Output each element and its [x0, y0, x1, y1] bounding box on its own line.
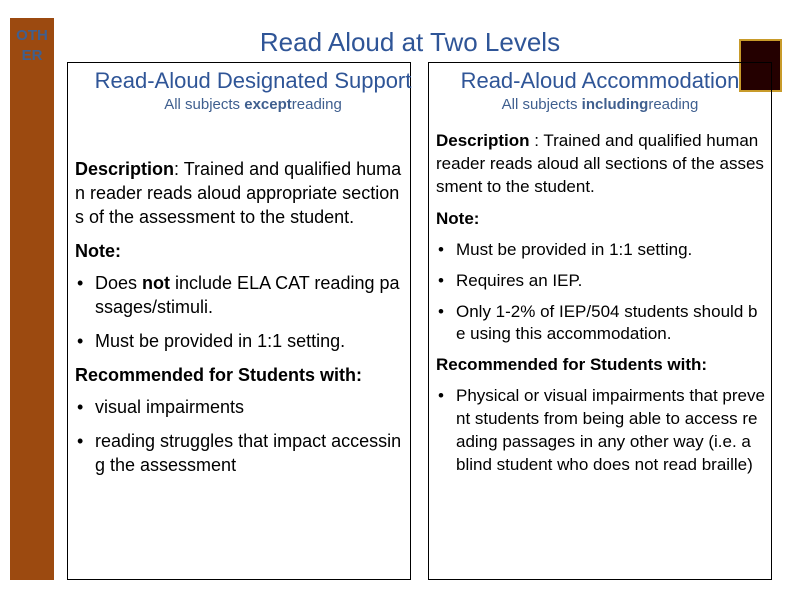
list-item: • reading struggles that impact accessing the assessment: [75, 429, 404, 477]
designated-support-title: Read-Aloud Designated Support: [94, 68, 412, 93]
note-text-suffix: include ELA CAT reading passages/stimuli.: [95, 273, 400, 317]
list-item: • Only 1-2% of IEP/504 students should be using this accommodation.: [436, 301, 765, 345]
accommodation-header: [429, 67, 771, 115]
list-item: • Must be provided in 1:1 setting.: [436, 238, 765, 261]
designated-support-header: [72, 67, 434, 115]
list-item: [75, 271, 404, 319]
description-label: Description: [75, 159, 175, 179]
subtitle-emphasis: except: [244, 96, 292, 113]
note-list: [75, 271, 404, 353]
designated-support-body: [75, 157, 404, 487]
recommended-heading: Recommended for Students with:: [436, 355, 708, 374]
note-heading: Note:: [436, 209, 480, 228]
list-item: • Physical or visual impairments that prevent students from being able to access reading passages in any other way (i.e. a blind student who does not read braille): [436, 384, 765, 476]
list-item: • Requires an IEP.: [436, 270, 765, 292]
description-paragraph: [436, 129, 765, 198]
description-paragraph: [75, 157, 404, 229]
accommodation-panel: [428, 62, 772, 580]
subtitle-suffix: reading: [291, 96, 342, 113]
note-heading: Note:: [75, 241, 121, 261]
designated-support-subtitle: [72, 95, 434, 115]
note-list: [436, 238, 765, 345]
description-text: : Trained and qualified human reader reads aloud appropriate sections of the assessment to the student.: [75, 159, 402, 227]
note-emphasis: not: [142, 273, 171, 293]
page-title: Read Aloud at Two Levels: [259, 27, 561, 57]
note-text-prefix: Does: [95, 273, 143, 293]
list-item: • Must be provided in 1:1 setting.: [75, 329, 404, 353]
sidebar-label: OTHER: [16, 27, 48, 64]
recommended-list: [436, 384, 765, 476]
description-text: : Trained and qualified human reader reads aloud all sections of the assessment to the student.: [436, 131, 764, 196]
recommended-list: [75, 395, 404, 477]
list-item: • visual impairments: [75, 395, 404, 419]
subtitle-prefix: All subjects: [164, 96, 245, 113]
designated-support-panel: [67, 62, 411, 580]
accommodation-body: [436, 129, 765, 485]
sidebar-bar: [10, 18, 54, 580]
recommended-heading: Recommended for Students with:: [75, 365, 363, 385]
subtitle-suffix: reading: [648, 96, 699, 113]
accommodation-subtitle: [429, 95, 771, 115]
subtitle-emphasis: including: [581, 96, 649, 113]
description-label: Description: [436, 131, 530, 150]
subtitle-prefix: All subjects: [501, 96, 582, 113]
accommodation-title: Read-Aloud Accommodation: [460, 68, 740, 93]
